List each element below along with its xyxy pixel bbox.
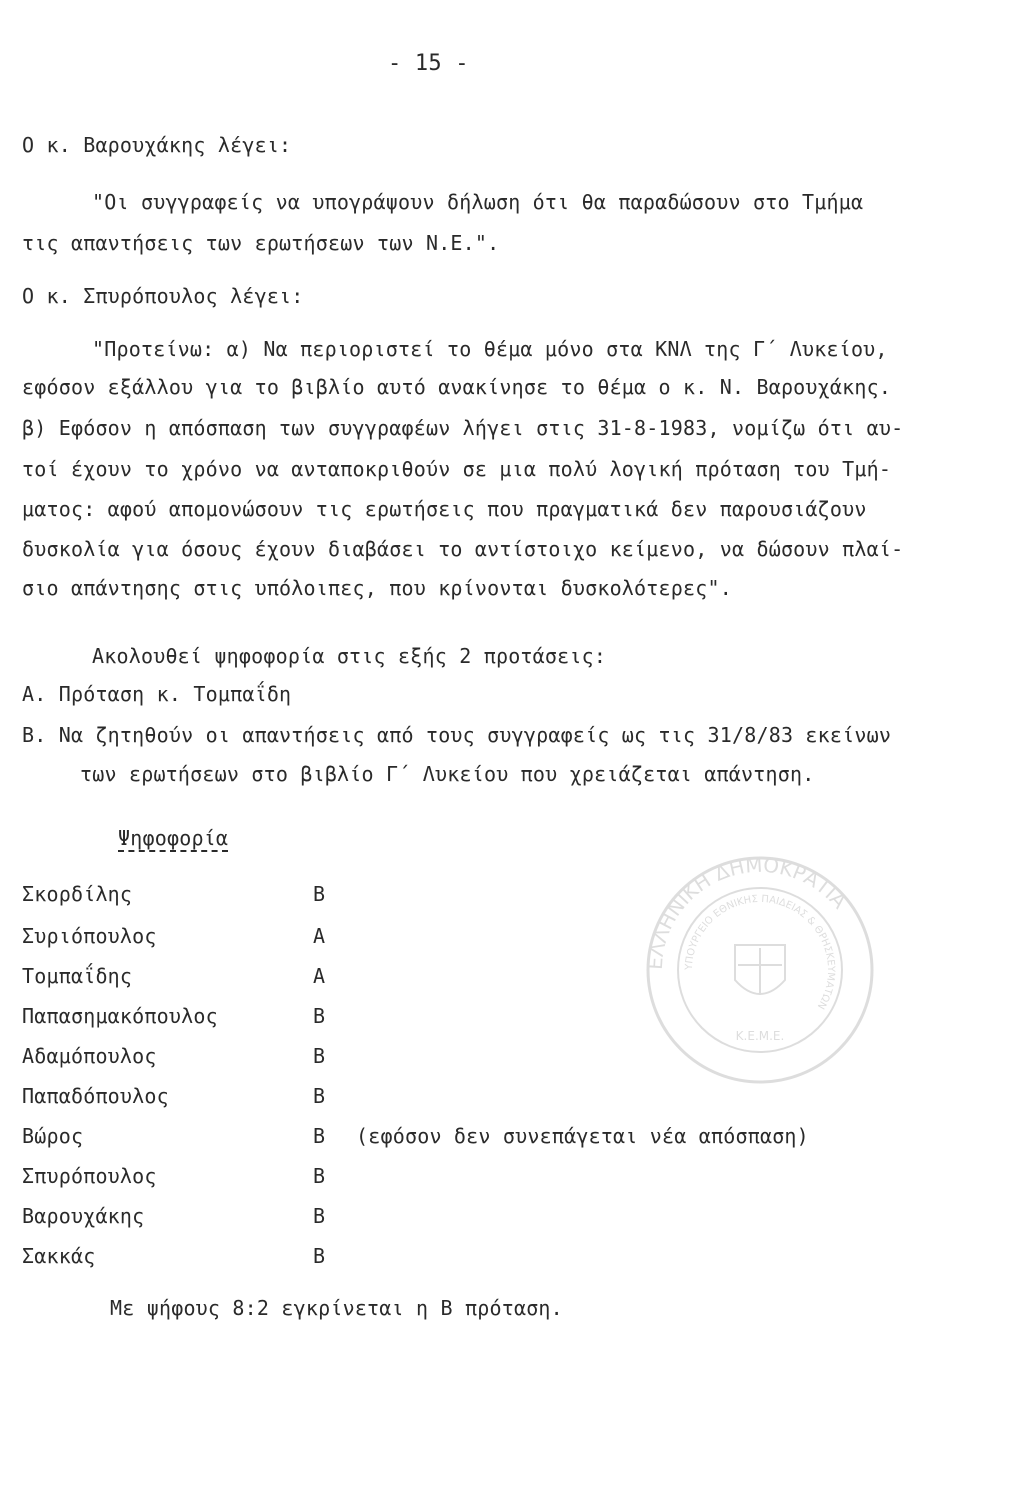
stamp-outer-text: ΕΛΛΗΝΙΚΗ ΔΗΜΟΚΡΑΤΙΑ	[642, 852, 852, 971]
page-number: - 15 -	[388, 51, 469, 76]
vote-value: Β	[313, 1204, 326, 1228]
voter-name: Σκορδίλης	[22, 882, 133, 906]
stamp-inner-text: ΥΠΟΥΡΓΕΙΟ ΕΘΝΙΚΗΣ ΠΑΙΔΕΙΑΣ & ΘΡΗΣΚΕΥΜΑΤΩΝ	[683, 893, 837, 1011]
stamp-bottom-text: Κ.Ε.Μ.Ε.	[735, 1029, 785, 1043]
paragraph-line: τις απαντήσεις των ερωτήσεων των Ν.Ε.".	[22, 231, 500, 255]
vote-value: Β	[313, 882, 326, 906]
vote-value: Β	[313, 1124, 326, 1148]
vote-value: Β	[313, 1164, 326, 1188]
voter-name: Σακκάς	[22, 1244, 96, 1268]
proposal-a: Α. Πρόταση κ. Τομπαΐδη	[22, 682, 292, 706]
voter-name: Βαρουχάκης	[22, 1204, 145, 1228]
official-stamp	[640, 850, 880, 1090]
voter-name: Τομπαΐδης	[22, 964, 133, 988]
speaker-line: Ο κ. Σπυρόπουλος λέγει:	[22, 284, 304, 308]
vote-result: Με ψήφους 8:2 εγκρίνεται η Β πρόταση.	[110, 1296, 563, 1320]
vote-value: Β	[313, 1004, 326, 1028]
paragraph-line: τοί έχουν το χρόνο να ανταποκριθούν σε μια πολύ λογική πρόταση του Τμή-	[22, 457, 892, 481]
proposal-b-continued: των ερωτήσεων στο βιβλίο Γ΄ Λυκείου που χρειάζεται απάντηση.	[80, 762, 815, 786]
speaker-line: Ο κ. Βαρουχάκης λέγει:	[22, 133, 292, 157]
voter-name: Συριόπουλος	[22, 924, 157, 948]
paragraph-line: Ακολουθεί ψηφοφορία στις εξής 2 προτάσεις:	[92, 644, 607, 668]
vote-value: Α	[313, 924, 326, 948]
coat-of-arms-icon	[735, 945, 785, 995]
vote-value: Β	[313, 1244, 326, 1268]
voter-name: Σπυρόπουλος	[22, 1164, 157, 1188]
paragraph-line: "Οι συγγραφείς να υπογράψουν δήλωση ότι θα παραδώσουν στο Τμήμα	[92, 190, 864, 214]
paragraph-line: ματος: αφού απομονώσουν τις ερωτήσεις που πραγματικά δεν παρουσιάζουν	[22, 497, 867, 521]
paragraph-line: σιο απάντησης στις υπόλοιπες, που κρίνονται δυσκολότερες".	[22, 576, 732, 600]
vote-note: (εφόσον δεν συνεπάγεται νέα απόσπαση)	[356, 1124, 809, 1148]
paragraph-line: "Προτείνω: α) Να περιοριστεί το θέμα μόνο στα ΚΝΛ της Γ΄ Λυκείου,	[92, 337, 888, 361]
paragraph-line: εφόσον εξάλλου για το βιβλίο αυτό ανακίνησε το θέμα ο κ. Ν. Βαρουχάκης.	[22, 375, 892, 399]
vote-heading: Ψηφοφορία	[118, 826, 229, 850]
paragraph-line: β) Εφόσον η απόσπαση των συγγραφέων λήγει στις 31-8-1983, νομίζω ότι αυ-	[22, 416, 904, 440]
vote-value: Α	[313, 964, 326, 988]
proposal-b: Β. Να ζητηθούν οι απαντήσεις από τους συγγραφείς ως τις 31/8/83 εκείνων	[22, 723, 892, 747]
paragraph-line: δυσκολία για όσους έχουν διαβάσει το αντίστοιχο κείμενο, να δώσουν πλαί-	[22, 537, 904, 561]
voter-name: Αδαμόπουλος	[22, 1044, 157, 1068]
voter-name: Παπαδόπουλος	[22, 1084, 169, 1108]
voter-name: Βώρος	[22, 1124, 84, 1148]
vote-value: Β	[313, 1044, 326, 1068]
voter-name: Παπασημακόπουλος	[22, 1004, 218, 1028]
vote-value: Β	[313, 1084, 326, 1108]
